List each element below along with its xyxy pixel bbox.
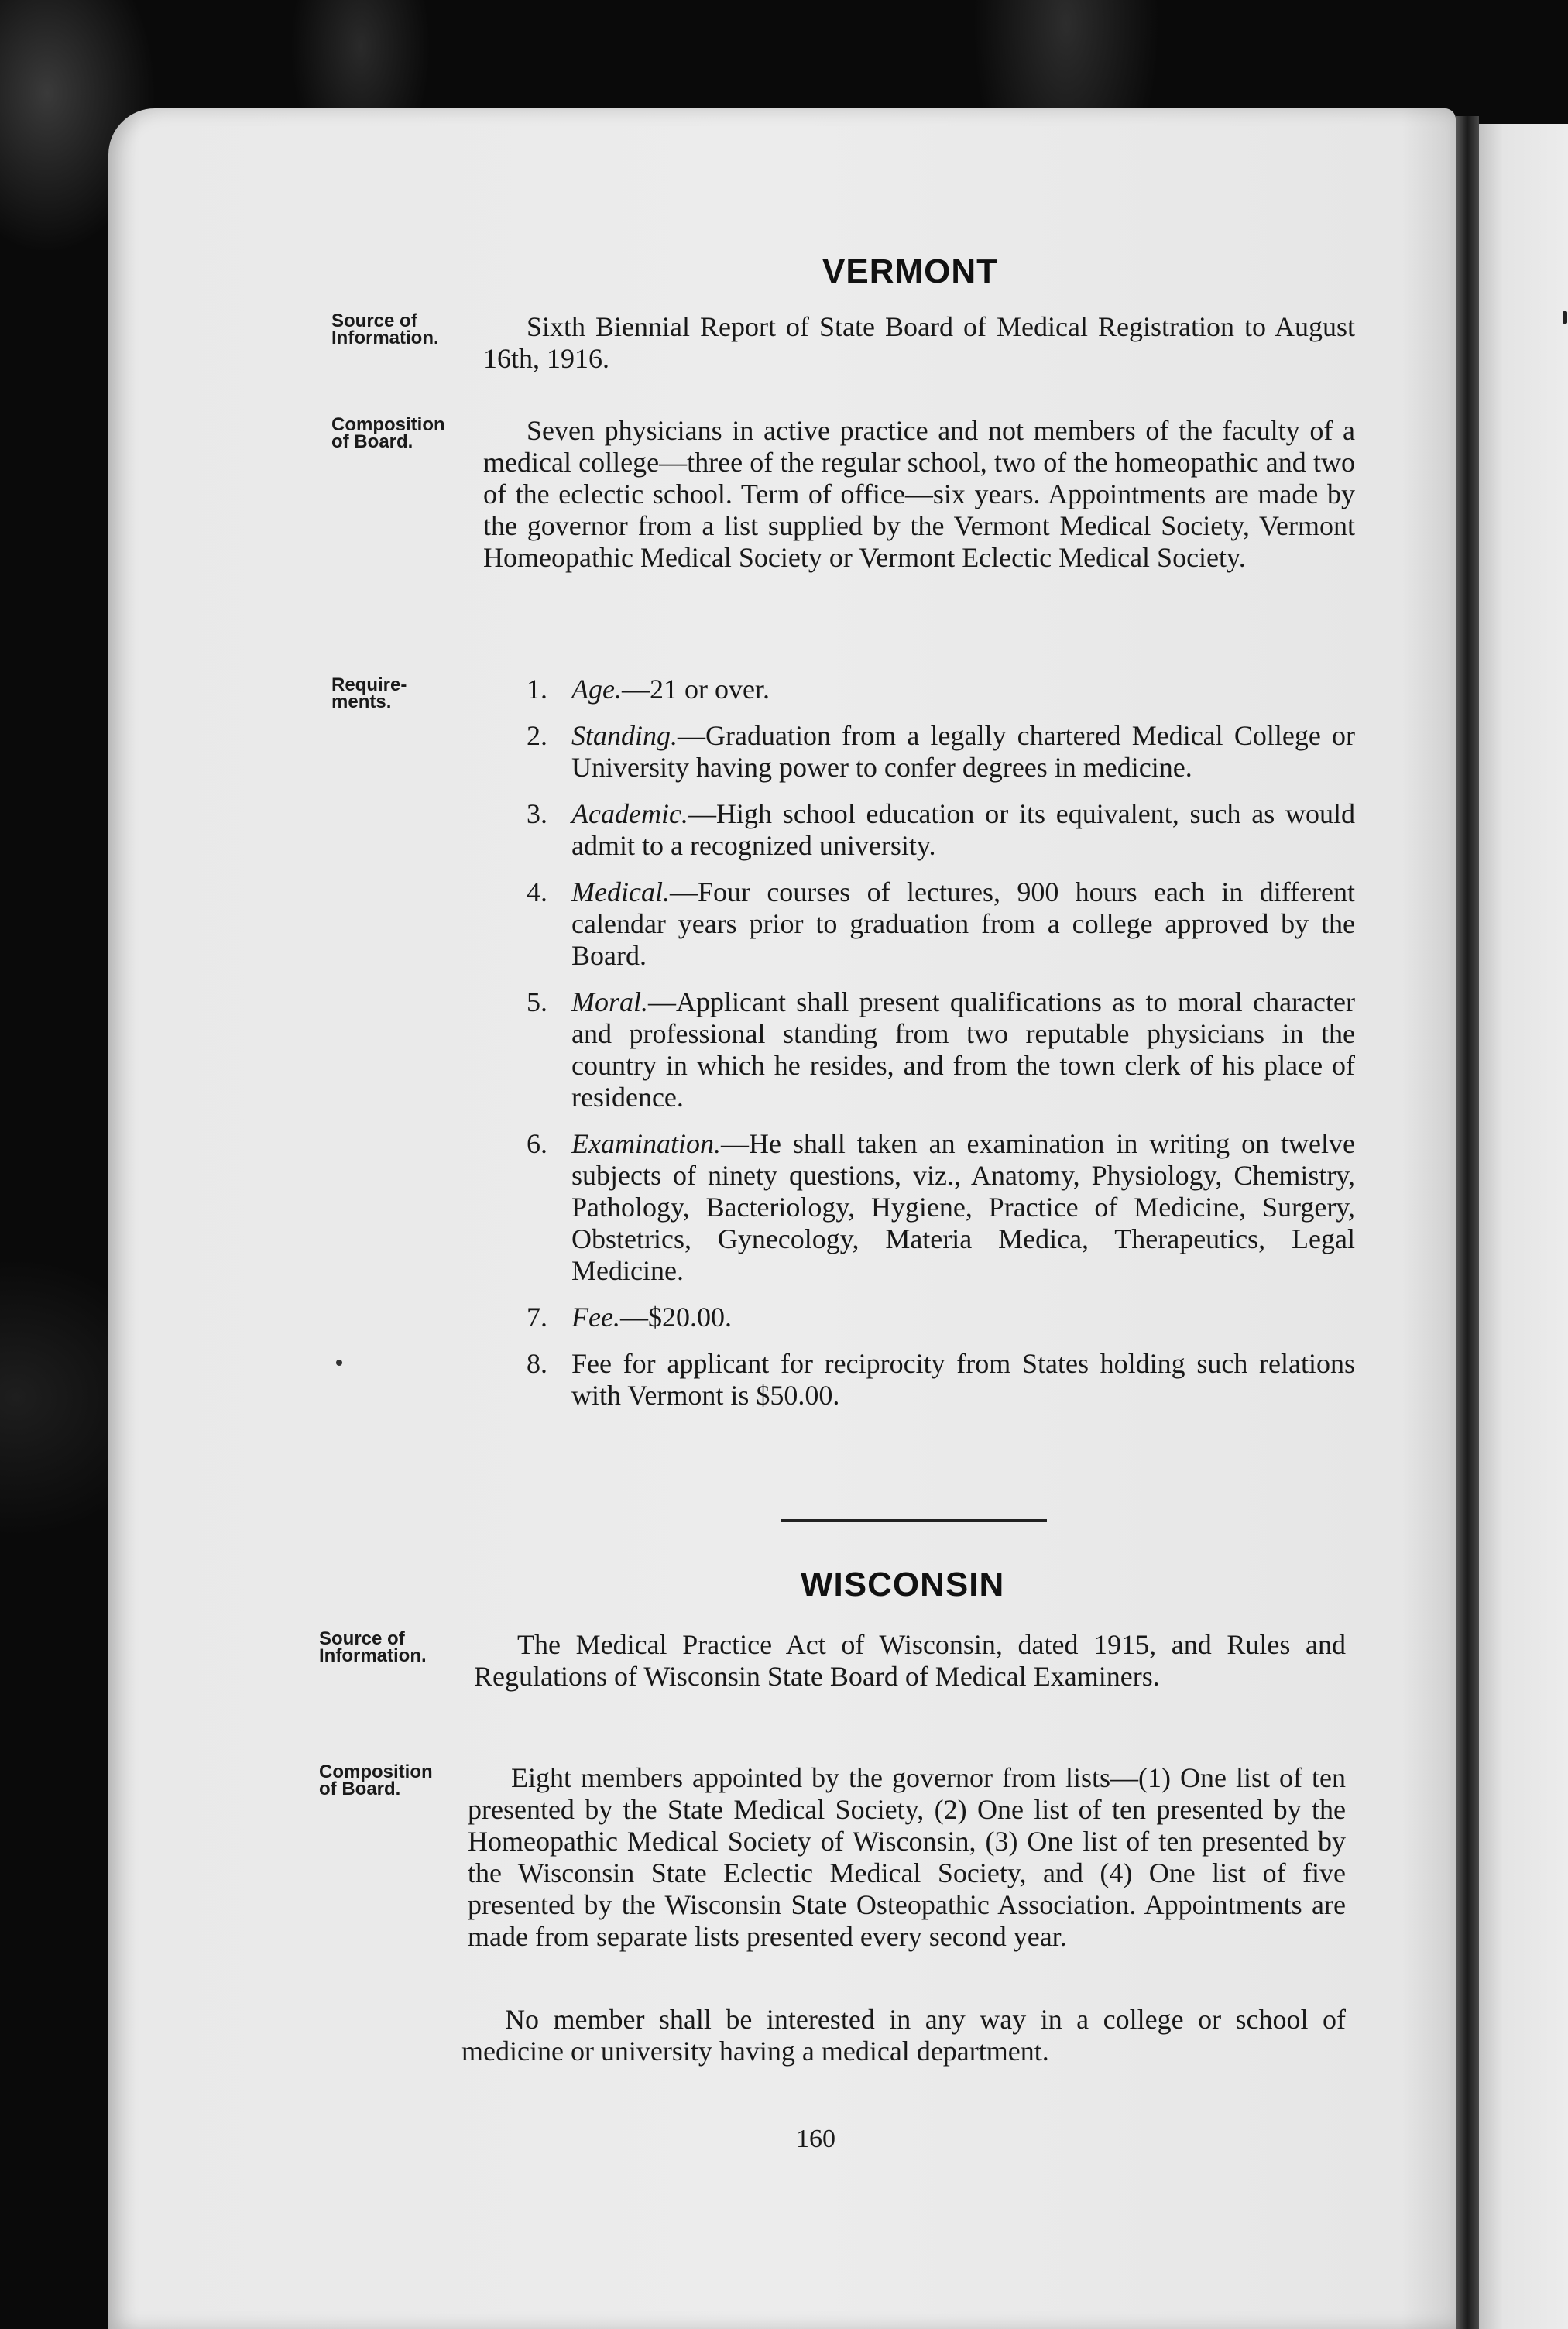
next-page-edge (1475, 124, 1568, 2329)
requirement-title: Fee. (571, 1302, 620, 1333)
wisconsin-source-text: The Medical Practice Act of Wisconsin, dated 1915, and Rules and Regulations of Wisconsin State Board of Medical Examiners. (474, 1629, 1346, 1692)
requirement-title: Medical. (571, 876, 670, 907)
wisconsin-composition-text: Eight members appointed by the governor from lists—(1) One list of ten presented by the State Medical Society, (2) One list of ten presented by the Homeopathic Medical Society of Wisconsin, (3) One list of ten presented by the Wisconsin State Eclectic Medical Society, and (4) One list of five presented by the Wisconsin State Osteopathic Association. Appointments are made from separate lists presented every second year. (468, 1762, 1346, 1952)
requirement-number: 8. (527, 1348, 547, 1379)
requirement-item-4 (527, 876, 1355, 972)
requirement-text: —High school education or its equivalent, such as would admit to a recognized university. (571, 798, 1355, 861)
requirement-title: Moral. (571, 986, 648, 1017)
wisconsin-composition-label: Composition of Board. (319, 1761, 433, 1799)
requirement-text: —He shall taken an examination in writing on twelve subjects of ninety questions, viz., Anatomy, Physiology, Chemistry, Pathology, Bacteriology, Hygiene, Practice of Medicine, Surgery, Obstetrics, Gynecology, Materia Medica, Therapeutics, Legal Medicine. (571, 1128, 1355, 1286)
section-divider (781, 1519, 1047, 1522)
book-gutter (1456, 116, 1479, 2329)
vermont-requirements-list (527, 674, 1355, 1426)
requirement-item-1 (527, 674, 1355, 705)
vermont-requirements-label: Require- ments. (331, 674, 407, 712)
requirement-number: 6. (527, 1128, 547, 1159)
vermont-heading: VERMONT (822, 252, 998, 290)
requirement-text: —Applicant shall present qualifications as to moral character and professional standing from two reputable physicians in the country in which he resides, and from the town clerk of his place of residence. (571, 986, 1355, 1113)
requirement-number: 1. (527, 674, 547, 705)
vermont-source-label: Source of Information. (331, 310, 439, 348)
requirement-title: Academic. (571, 798, 688, 829)
requirement-title: Age. (571, 674, 622, 705)
requirement-item-8 (527, 1348, 1355, 1411)
requirement-number: 4. (527, 876, 547, 907)
vermont-composition-label: Composition of Board. (331, 414, 445, 452)
requirement-title: Standing. (571, 720, 678, 751)
vermont-composition-text: Seven physicians in active practice and not members of the faculty of a medical college—three of the regular school, two of the homeopathic and two of the eclectic school. Term of office—six years. Appointments are made by the governor from a list supplied by the Vermont Medical Society, Vermont Homeopathic Medical Society or Vermont Eclectic Medical Society. (483, 415, 1355, 573)
page-number: 160 (796, 2125, 835, 2153)
requirement-item-5 (527, 986, 1355, 1113)
requirement-item-2 (527, 720, 1355, 784)
requirement-text: —Graduation from a legally chartered Medical College or University having power to confer degrees in medicine. (571, 720, 1355, 783)
requirement-number: 5. (527, 986, 547, 1017)
requirement-text: —Four courses of lectures, 900 hours each in different calendar years prior to graduation from a college approved by the Board. (571, 876, 1355, 971)
wisconsin-composition-text-2: No member shall be interested in any way in a college or school of medicine or university having a medical department. (461, 2004, 1346, 2067)
requirement-text: —21 or over. (621, 674, 770, 705)
requirement-number: 3. (527, 798, 547, 829)
wisconsin-heading: WISCONSIN (801, 1566, 1005, 1604)
requirement-number: 2. (527, 720, 547, 751)
margin-dot (336, 1360, 342, 1366)
requirement-text: —$20.00. (619, 1302, 732, 1333)
wisconsin-source-label: Source of Information. (319, 1628, 427, 1666)
requirement-item-7 (527, 1302, 1355, 1333)
requirement-text: Fee for applicant for reciprocity from States holding such relations with Vermont is $50.00. (571, 1348, 1355, 1411)
vermont-source-text: Sixth Biennial Report of State Board of Medical Registration to August 16th, 1916. (483, 311, 1355, 374)
requirement-number: 7. (527, 1302, 547, 1333)
requirement-item-3 (527, 798, 1355, 862)
stray-mark (1563, 311, 1567, 324)
requirement-title: Examination. (571, 1128, 721, 1159)
requirement-item-6 (527, 1128, 1355, 1287)
